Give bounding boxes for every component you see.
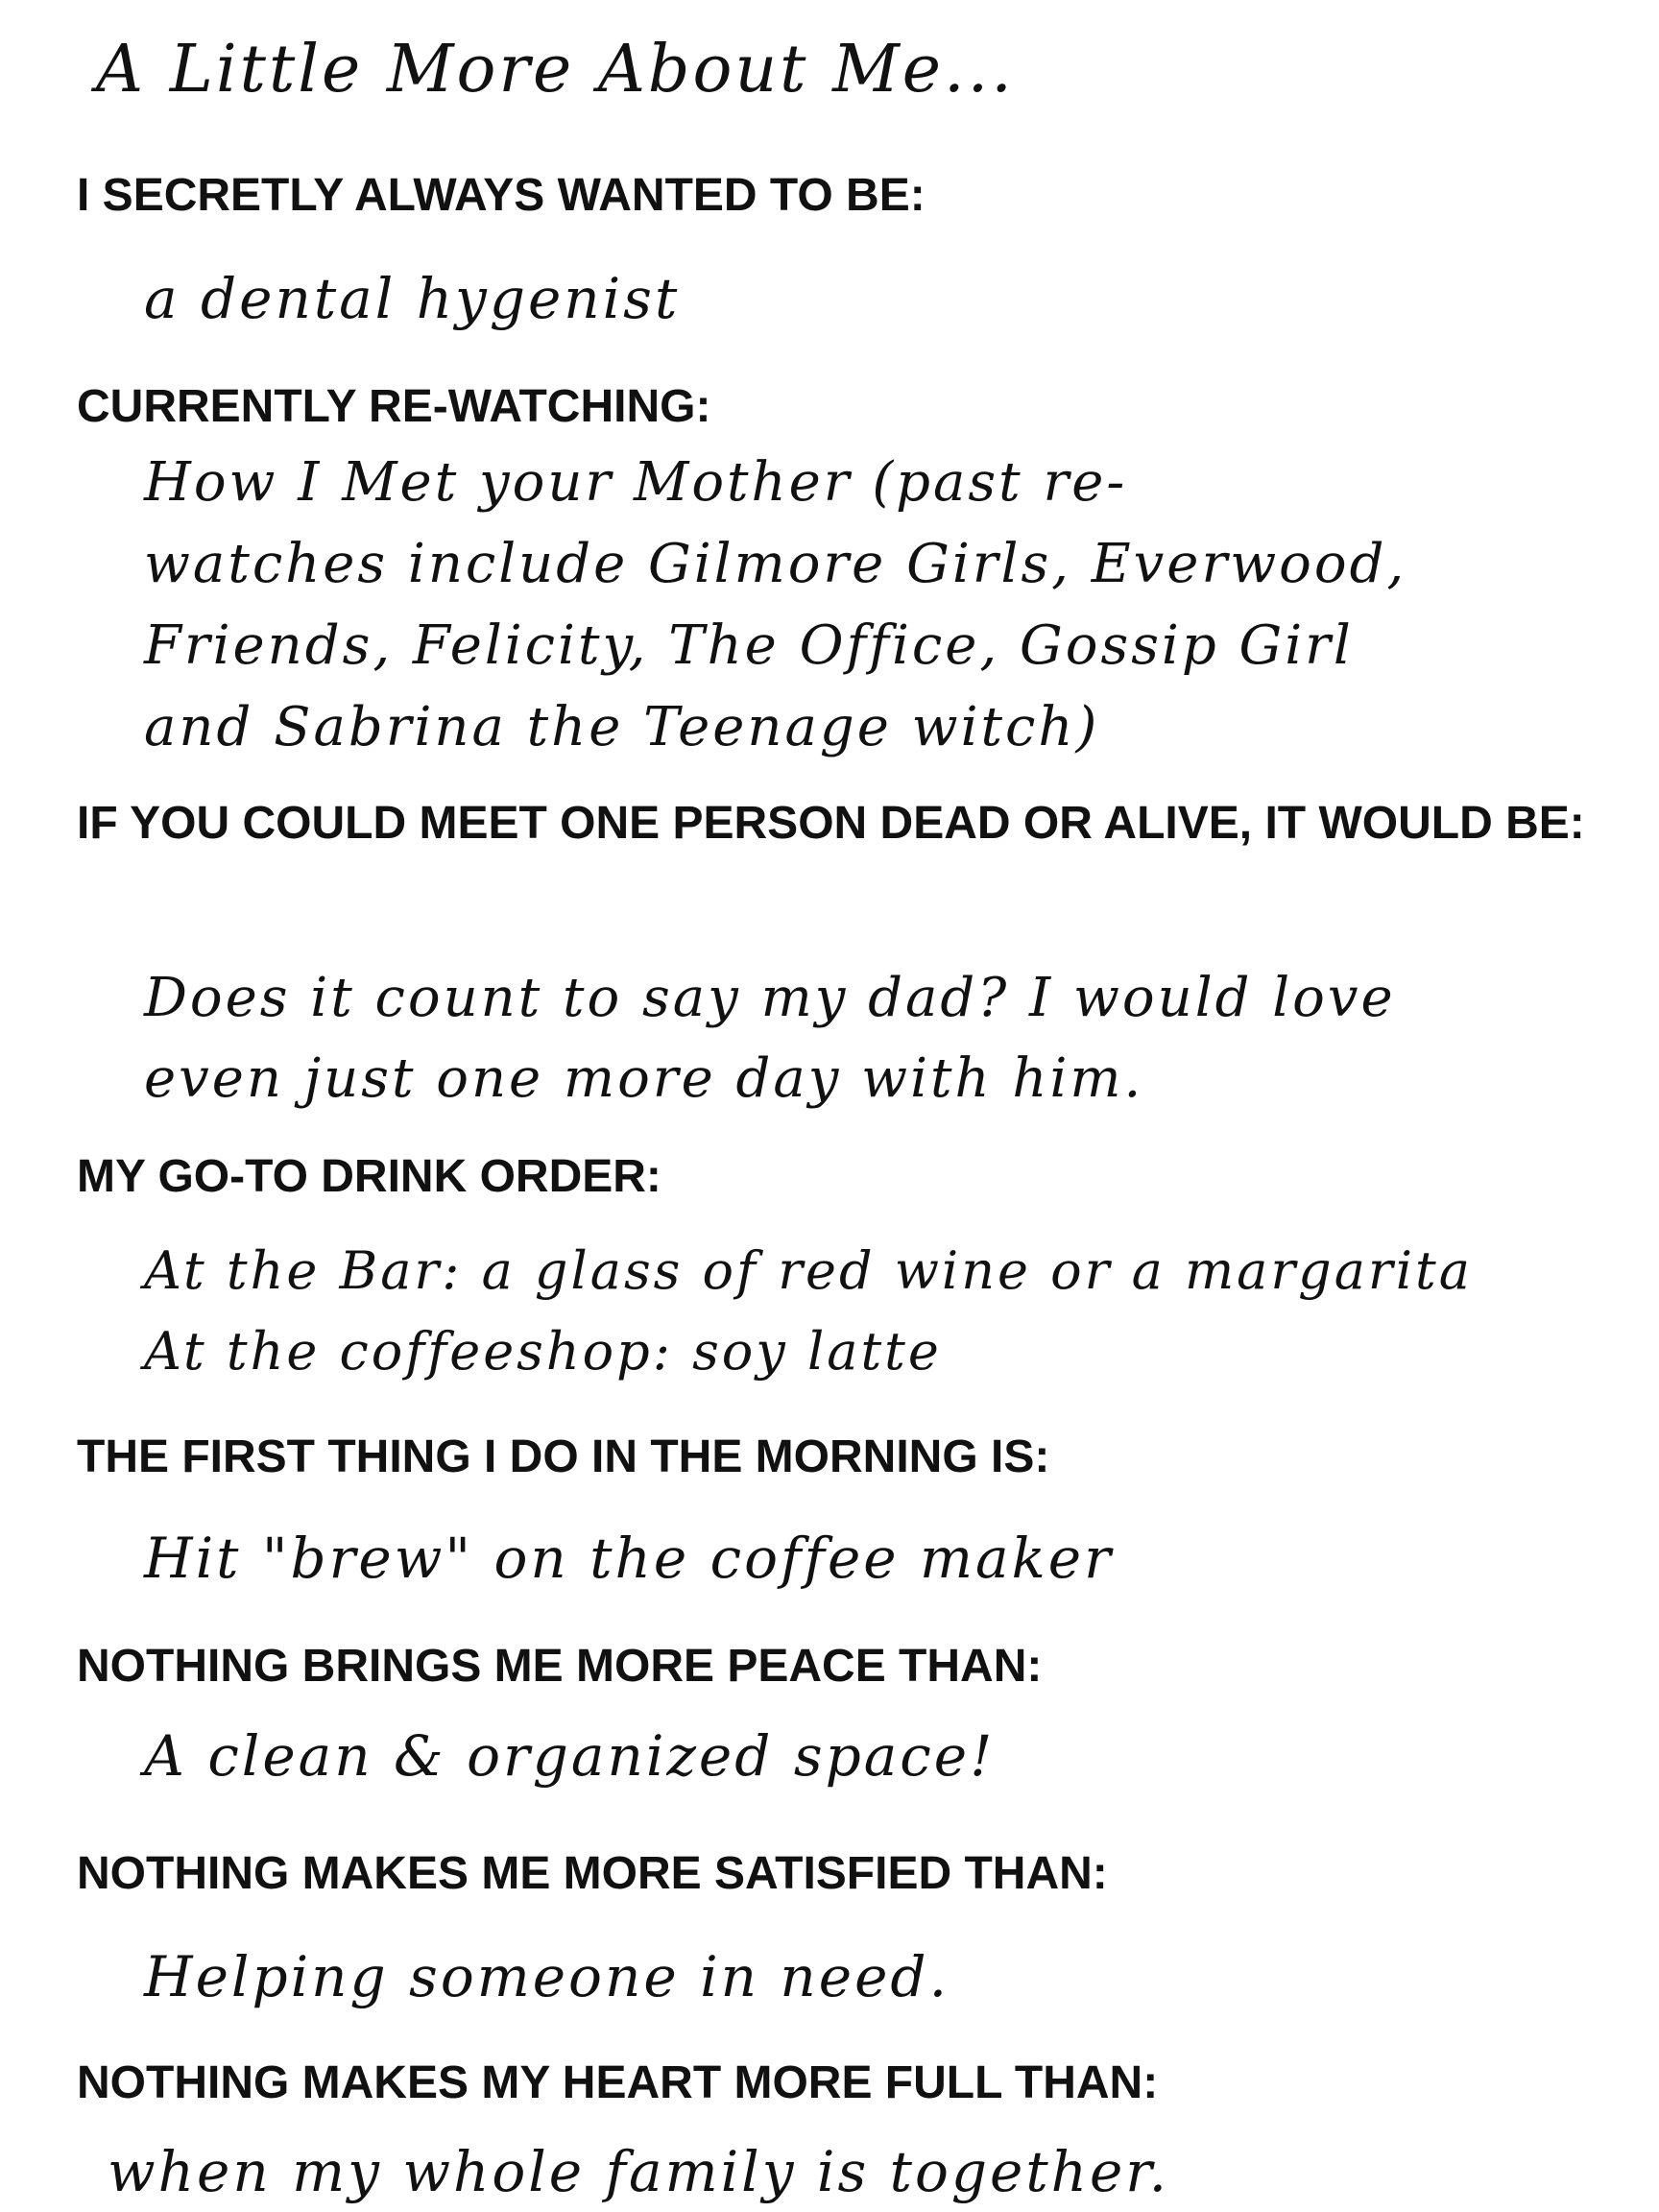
answer-first-thing-morning: Hit "brew" on the coffee maker [144, 1526, 1114, 1591]
answer-heart-full: when my whole family is together. [108, 2139, 1170, 2204]
answer-satisfied: Helping someone in need. [144, 1944, 950, 2009]
question-heading-heart-full: NOTHING MAKES MY HEART MORE FULL THAN: [77, 2057, 1159, 2108]
answer-drink-order: At the Bar: a glass of red wine or a margarita At the coffeeshop: soy latte [144, 1240, 1473, 1382]
question-heading-rewatching: CURRENTLY RE-WATCHING: [77, 381, 711, 432]
question-heading-peace: NOTHING BRINGS ME MORE PEACE THAN: [77, 1641, 1043, 1692]
question-heading-first-thing-morning: THE FIRST THING I DO IN THE MORNING IS: [77, 1431, 1050, 1482]
answer-peace: A clean & organized space! [144, 1723, 996, 1789]
question-heading-meet-one-person: IF YOU COULD MEET ONE PERSON DEAD OR ALIVE, IT WOULD BE: [77, 798, 1585, 849]
answer-rewatching: How I Met your Mother (past re- watches include Gilmore Girls, Everwood, Friends, Felicity, The Office, Gossip Girl and Sabrina the Teenage witch) [144, 451, 1407, 758]
answer-wanted-to-be: a dental hygenist [144, 266, 681, 331]
answer-meet-one-person: Does it count to say my dad? I would love even just one more day with him. [144, 967, 1396, 1110]
question-heading-wanted-to-be: I SECRETLY ALWAYS WANTED TO BE: [77, 170, 926, 221]
question-heading-drink-order: MY GO-TO DRINK ORDER: [77, 1151, 661, 1202]
question-heading-satisfied: NOTHING MAKES ME MORE SATISFIED THAN: [77, 1848, 1108, 1899]
page-title: A Little More About Me... [96, 32, 1015, 108]
